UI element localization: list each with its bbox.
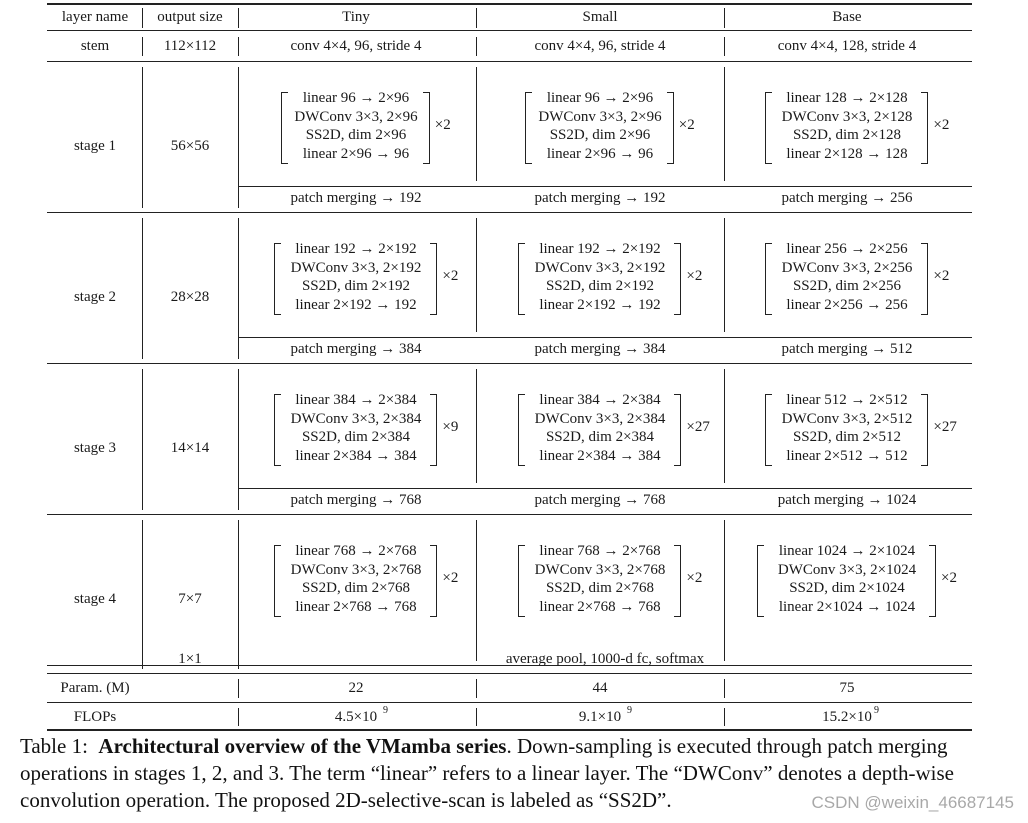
layer-line: DWConv 3×3, 2×96 (294, 108, 418, 125)
layer-line: DWConv 3×3, 2×768 (290, 561, 422, 578)
layer-line: linear 2×256 → 256 (786, 296, 908, 313)
layer-line: SS2D, dim 2×384 (301, 429, 411, 445)
merge-rule (238, 186, 972, 187)
block-layers (291, 391, 422, 465)
layer-line: SS2D, dim 2×384 (545, 429, 655, 445)
left-bracket (765, 92, 772, 164)
patch-merging: patch merging → 1024 (777, 492, 917, 508)
layer-line: SS2D, dim 2×768 (301, 580, 411, 596)
block-layers (294, 89, 417, 163)
param-value: 22 (348, 680, 364, 696)
layer-line: linear 192 → 2×192 (295, 241, 417, 257)
column-rule (724, 520, 725, 661)
caption-title: Architectural overview of the VMamba series (98, 734, 507, 758)
right-bracket (430, 394, 437, 466)
column-rule (476, 679, 477, 698)
layer-line: linear 2×768 → 768 (295, 598, 417, 615)
column-rule (142, 218, 143, 359)
layer-line: SS2D, dim 2×192 (301, 278, 411, 294)
row-rule (47, 212, 972, 213)
output-size: 56×56 (170, 138, 210, 154)
repeat-count: ×27 (933, 419, 957, 435)
block-layers (291, 240, 422, 314)
patch-merging: patch merging → 512 (781, 341, 913, 357)
layer-line: linear 384 → 2×384 (295, 392, 417, 408)
right-bracket (921, 394, 928, 466)
column-rule (142, 369, 143, 510)
layer-line: linear 512 → 2×512 (786, 392, 908, 408)
row-rule (47, 61, 972, 62)
layer-line: DWConv 3×3, 2×192 (290, 259, 422, 276)
layer-line: DWConv 3×3, 2×384 (290, 410, 422, 427)
left-bracket (765, 394, 772, 466)
layer-line: linear 2×192 → 192 (539, 296, 661, 313)
left-bracket (765, 243, 772, 315)
layer-line: DWConv 3×3, 2×192 (534, 259, 666, 276)
layer-line: linear 256 → 2×256 (786, 241, 908, 257)
right-bracket (674, 243, 681, 315)
column-rule (476, 708, 477, 726)
column-rule (142, 650, 143, 669)
block-layers (778, 542, 916, 616)
watermark: CSDN @weixin_46687145 (811, 793, 1014, 812)
layer-line: linear 2×384 → 384 (539, 447, 661, 464)
layer-line: linear 384 → 2×384 (539, 392, 661, 408)
flops-value: 15.2×10 (822, 709, 872, 725)
right-bracket (674, 545, 681, 617)
column-rule (724, 8, 725, 28)
block-layers (538, 89, 661, 163)
row-rule (47, 363, 972, 364)
layer-line: linear 2×128 → 128 (786, 145, 908, 162)
layer-line: linear 768 → 2×768 (539, 543, 661, 559)
layer-line: DWConv 3×3, 2×384 (534, 410, 666, 427)
stem-cell: conv 4×4, 96, stride 4 (290, 38, 422, 54)
row-label: FLOPs (73, 709, 117, 725)
repeat-count: ×2 (686, 268, 703, 284)
layer-line: SS2D, dim 2×1024 (789, 580, 905, 596)
column-rule (476, 520, 477, 661)
block-layers (782, 240, 913, 314)
row-label: stage 3 (73, 440, 117, 456)
right-bracket (430, 545, 437, 617)
column-rule (476, 37, 477, 56)
layer-line: DWConv 3×3, 2×256 (781, 259, 913, 276)
left-bracket (274, 545, 281, 617)
bottom-rule (47, 729, 972, 731)
row-label: stage 4 (73, 591, 117, 607)
column-header: Base (832, 9, 862, 25)
layer-line: DWConv 3×3, 2×128 (781, 108, 913, 125)
flops-exponent: 9 (874, 705, 879, 716)
layer-line: linear 192 → 2×192 (539, 241, 661, 257)
param-value: 44 (592, 680, 608, 696)
column-rule (238, 37, 239, 56)
column-rule (142, 37, 143, 56)
layer-line: linear 2×512 → 512 (786, 447, 908, 464)
right-bracket (667, 92, 674, 164)
merge-rule (238, 488, 972, 489)
right-bracket (430, 243, 437, 315)
right-bracket (674, 394, 681, 466)
column-header: Small (582, 9, 618, 25)
column-rule (476, 67, 477, 181)
layer-line: linear 1024 → 2×1024 (778, 543, 916, 559)
patch-merging: patch merging → 256 (781, 190, 913, 206)
repeat-count: ×27 (686, 419, 710, 435)
layer-line: SS2D, dim 2×96 (305, 127, 407, 143)
layer-line: DWConv 3×3, 2×1024 (777, 561, 917, 578)
patch-merging: patch merging → 192 (290, 190, 422, 206)
left-bracket (281, 92, 288, 164)
layer-line: linear 2×384 → 384 (295, 447, 417, 464)
column-rule (142, 67, 143, 208)
column-rule (724, 67, 725, 181)
layer-line: linear 2×1024 → 1024 (778, 598, 916, 615)
row-label: stage 2 (73, 289, 117, 305)
right-bracket (423, 92, 430, 164)
top-rule (47, 3, 972, 5)
layer-line: SS2D, dim 2×96 (549, 127, 651, 143)
flops-exponent: 9 (383, 705, 388, 716)
column-rule (476, 8, 477, 28)
layer-line: SS2D, dim 2×128 (792, 127, 902, 143)
layer-line: linear 2×96 → 96 (546, 145, 654, 162)
flops-exponent: 9 (627, 705, 632, 716)
column-rule (142, 520, 143, 661)
merge-rule (238, 337, 972, 338)
output-size: 14×14 (170, 440, 210, 456)
layer-line: DWConv 3×3, 2×512 (781, 410, 913, 427)
pool-cell: average pool, 1000-d fc, softmax (505, 651, 705, 667)
row-rule (47, 702, 972, 703)
layer-line: linear 96 → 2×96 (546, 90, 654, 106)
left-bracket (274, 394, 281, 466)
output-size: 1×1 (178, 651, 202, 667)
left-bracket (518, 394, 525, 466)
patch-merging: patch merging → 192 (534, 190, 666, 206)
layer-line: SS2D, dim 2×256 (792, 278, 902, 294)
repeat-count: ×2 (941, 570, 957, 586)
column-rule (238, 650, 239, 669)
right-bracket (929, 545, 936, 617)
patch-merging: patch merging → 768 (534, 492, 666, 508)
row-label: Param. (M) (60, 680, 130, 696)
column-rule (724, 679, 725, 698)
column-header: output size (157, 9, 223, 25)
column-rule (724, 37, 725, 56)
flops-value: 4.5×10 (334, 709, 378, 725)
column-rule (724, 218, 725, 332)
column-rule (476, 369, 477, 483)
block-layers (535, 542, 666, 616)
column-rule (238, 369, 239, 510)
stem-cell: conv 4×4, 96, stride 4 (534, 38, 666, 54)
row-rule (47, 673, 972, 674)
block-layers (782, 391, 913, 465)
column-rule (724, 708, 725, 726)
row-label: stage 1 (73, 138, 117, 154)
block-layers (535, 391, 666, 465)
repeat-count: ×2 (678, 117, 695, 133)
left-bracket (274, 243, 281, 315)
output-size: 28×28 (170, 289, 210, 305)
repeat-count: ×2 (686, 570, 703, 586)
column-rule (238, 708, 239, 726)
left-bracket (757, 545, 764, 617)
column-rule (724, 369, 725, 483)
row-label: stem (80, 38, 110, 54)
column-header: layer name (61, 9, 129, 25)
stem-cell: conv 4×4, 128, stride 4 (777, 38, 917, 54)
column-rule (238, 679, 239, 698)
left-bracket (518, 243, 525, 315)
param-value: 75 (839, 680, 855, 696)
patch-merging: patch merging → 384 (534, 341, 666, 357)
layer-line: SS2D, dim 2×768 (545, 580, 655, 596)
row-rule (47, 514, 972, 515)
layer-line: linear 128 → 2×128 (786, 90, 908, 106)
repeat-count: ×9 (442, 419, 459, 435)
layer-line: SS2D, dim 2×192 (545, 278, 655, 294)
layer-line: SS2D, dim 2×512 (792, 429, 902, 445)
layer-line: linear 2×96 → 96 (302, 145, 410, 162)
layer-line: DWConv 3×3, 2×768 (534, 561, 666, 578)
repeat-count: ×2 (434, 117, 451, 133)
column-rule (238, 67, 239, 208)
column-rule (476, 218, 477, 332)
block-layers (782, 89, 913, 163)
row-rule (47, 30, 972, 31)
repeat-count: ×2 (442, 268, 459, 284)
layer-line: linear 2×192 → 192 (295, 296, 417, 313)
layer-line: DWConv 3×3, 2×96 (538, 108, 662, 125)
column-rule (238, 8, 239, 28)
column-rule (238, 520, 239, 661)
right-bracket (921, 243, 928, 315)
layer-line: linear 2×768 → 768 (539, 598, 661, 615)
patch-merging: patch merging → 768 (290, 492, 422, 508)
column-rule (238, 218, 239, 359)
right-bracket (921, 92, 928, 164)
column-header: Tiny (342, 9, 370, 25)
block-layers (535, 240, 666, 314)
block-layers (291, 542, 422, 616)
caption-label: Table 1: (20, 734, 88, 758)
patch-merging: patch merging → 384 (290, 341, 422, 357)
repeat-count: ×2 (933, 268, 950, 284)
layer-line: linear 96 → 2×96 (302, 90, 410, 106)
repeat-count: ×2 (442, 570, 459, 586)
flops-value: 9.1×10 (578, 709, 622, 725)
left-bracket (518, 545, 525, 617)
output-size: 112×112 (163, 38, 217, 54)
layer-line: linear 768 → 2×768 (295, 543, 417, 559)
output-size: 7×7 (178, 591, 202, 607)
repeat-count: ×2 (933, 117, 950, 133)
caption-text: . Down-sampling is executed through patch merging operations in stages 1, 2, and 3. The term “linear” refers to a linear layer. The “DWConv” denotes a depth-wise convolution operation. The proposed 2D-selective-scan is labeled as “SS2D”. (20, 734, 954, 812)
left-bracket (525, 92, 532, 164)
column-rule (142, 8, 143, 28)
